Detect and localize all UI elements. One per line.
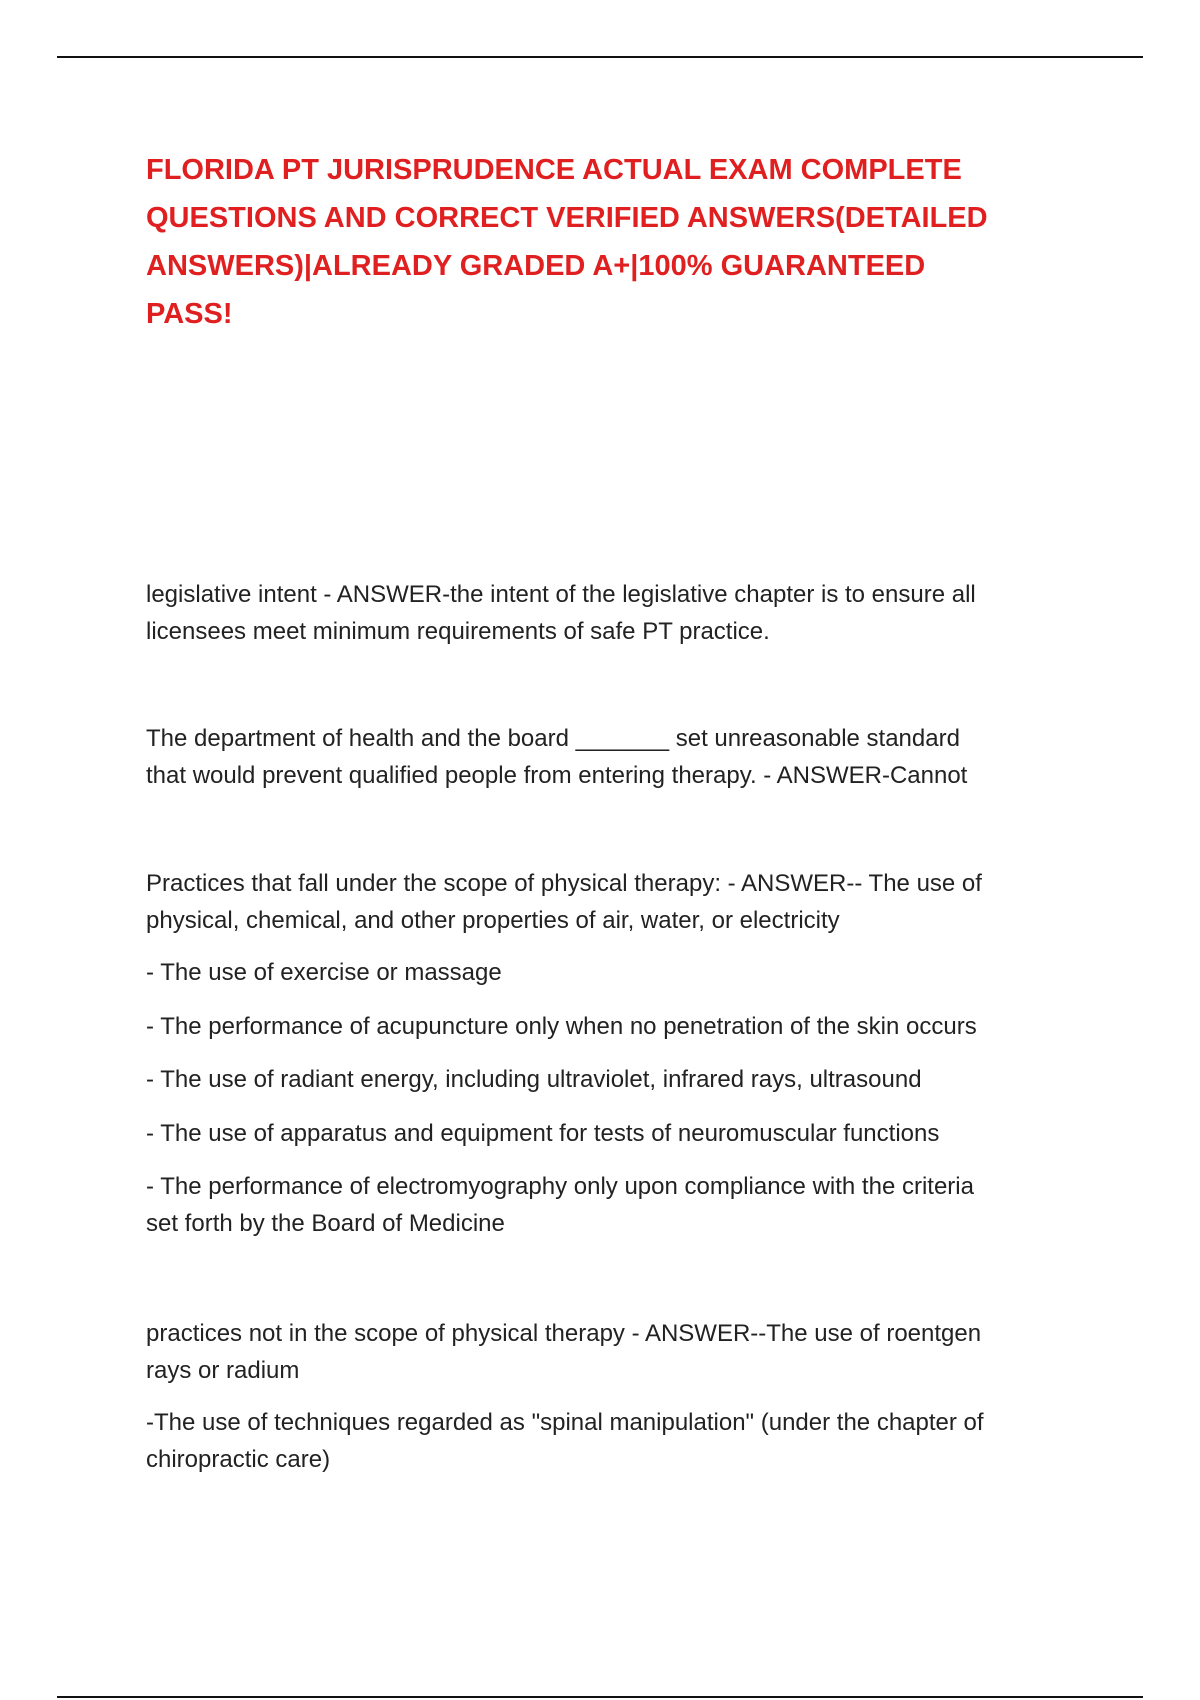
qa-line: that would prevent qualified people from entering therapy. - ANSWER-Cannot: [146, 762, 968, 789]
title-line: FLORIDA PT JURISPRUDENCE ACTUAL EXAM COMPLETE: [146, 154, 962, 186]
list-item: chiropractic care): [146, 1446, 331, 1473]
list-item: - The performance of electromyography only upon compliance with the criteria: [146, 1173, 974, 1200]
title-line: ANSWERS)|ALREADY GRADED A+|100% GUARANTEED: [146, 250, 926, 282]
list-item: - The use of exercise or massage: [146, 959, 502, 986]
qa-line: The department of health and the board _______ set unreasonable standard: [146, 725, 960, 752]
list-item: set forth by the Board of Medicine: [146, 1210, 505, 1237]
list-item: - The performance of acupuncture only when no penetration of the skin occurs: [146, 1013, 977, 1040]
list-item: - The use of radiant energy, including ultraviolet, infrared rays, ultrasound: [146, 1066, 922, 1093]
title-line: PASS!: [146, 298, 233, 330]
qa-line: practices not in the scope of physical therapy - ANSWER--The use of roentgen: [146, 1320, 982, 1347]
qa-line: physical, chemical, and other properties of air, water, or electricity: [146, 907, 840, 934]
qa-line: licensees meet minimum requirements of safe PT practice.: [146, 618, 770, 645]
list-item: - The use of apparatus and equipment for tests of neuromuscular functions: [146, 1120, 940, 1147]
document-title: [146, 146, 1046, 338]
qa-line: Practices that fall under the scope of physical therapy: - ANSWER-- The use of: [146, 870, 982, 897]
bottom-rule: [57, 1696, 1143, 1698]
list-item: -The use of techniques regarded as "spinal manipulation" (under the chapter of: [146, 1409, 984, 1436]
title-line: QUESTIONS AND CORRECT VERIFIED ANSWERS(DETAILED: [146, 202, 988, 234]
qa-line: legislative intent - ANSWER-the intent of the legislative chapter is to ensure all: [146, 581, 976, 608]
top-rule: [57, 56, 1143, 58]
qa-line: rays or radium: [146, 1357, 300, 1384]
